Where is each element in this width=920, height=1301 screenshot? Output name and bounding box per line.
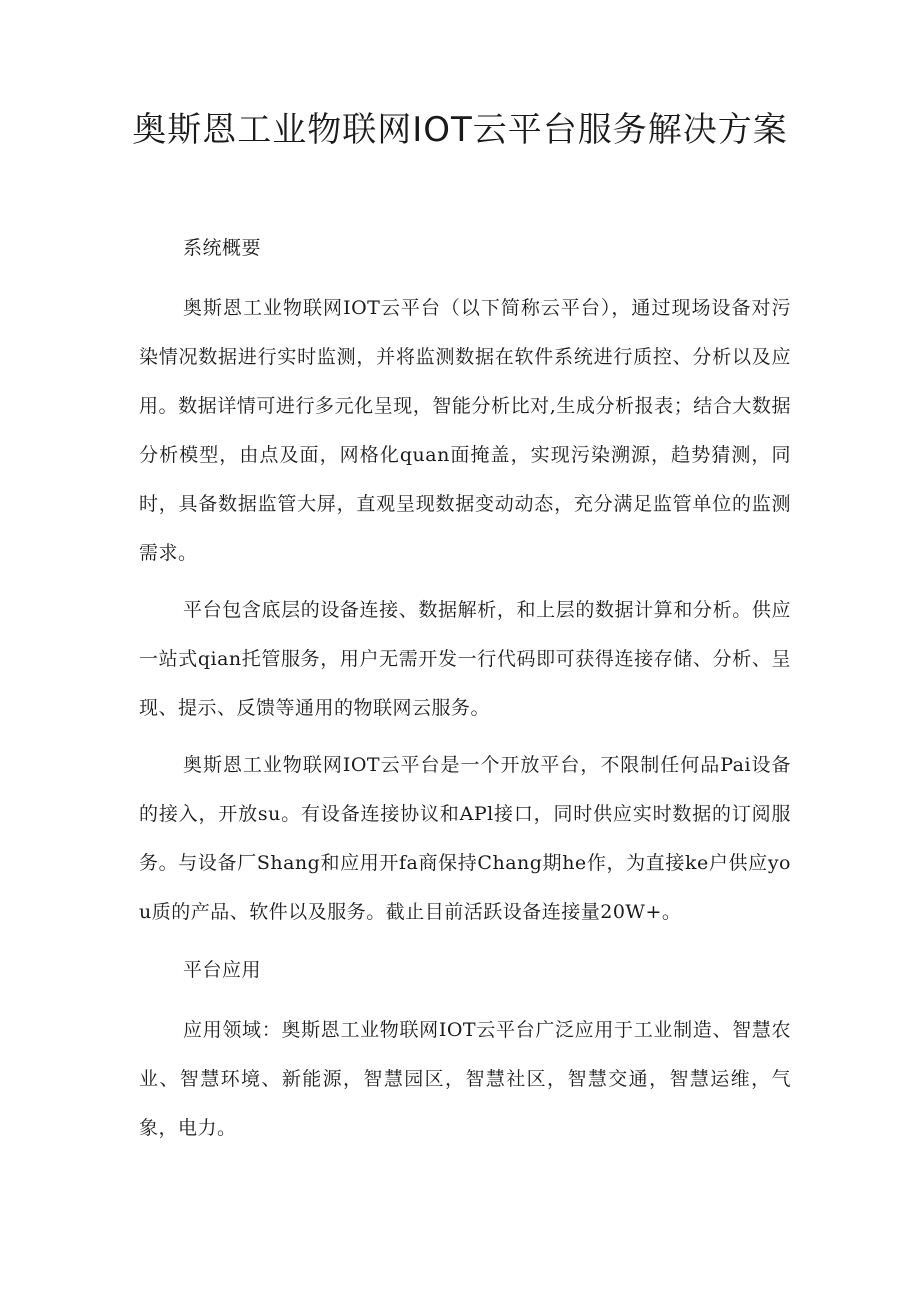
section-heading-application: 平台应用 — [183, 959, 262, 981]
document-title: 奥斯恩工业物联网IOT云平台服务解决方案 — [132, 110, 788, 150]
paragraph-open-platform: 奥斯恩工业物联网IOT云平台是一个开放平台，不限制任何品Pai设备的接入，开放su。有设备连接协议和APl接口，同时供应实时数据的订阅服务。与设备厂Shang和应用开fa商保持Chang期he作，为直接ke户供应you质的产品、软件以及服务。截止目前活跃设备连接量20W+。 — [139, 754, 791, 923]
paragraph-platform-layers: 平台包含底层的设备连接、数据解析，和上层的数据计算和分析。供应一站式qian托管服务，用户无需开发一行代码即可获得连接存储、分析、呈现、提示、反馈等通用的物联网云服务。 — [139, 599, 791, 719]
section-heading-overview: 系统概要 — [183, 237, 262, 259]
paragraph-application-fields: 应用领域：奥斯恩工业物联网IOT云平台广泛应用于工业制造、智慧农业、智慧环境、新能源，智慧园区，智慧社区，智慧交通，智慧运维，气象，电力。 — [139, 1019, 791, 1139]
paragraph-overview-intro: 奥斯恩工业物联网IOT云平台（以下简称云平台），通过现场设备对污染情况数据进行实时监测，并将监测数据在软件系统进行质控、分析以及应用。数据详情可进行多元化呈现，智能分析比对,生成分析报表；结合大数据分析模型，由点及面，网格化quan面掩盖，实现污染溯源，趋势猜测，同时，具备数据监管大屏，直观呈现数据变动动态，充分满足监管单位的监测需求。 — [139, 297, 791, 564]
